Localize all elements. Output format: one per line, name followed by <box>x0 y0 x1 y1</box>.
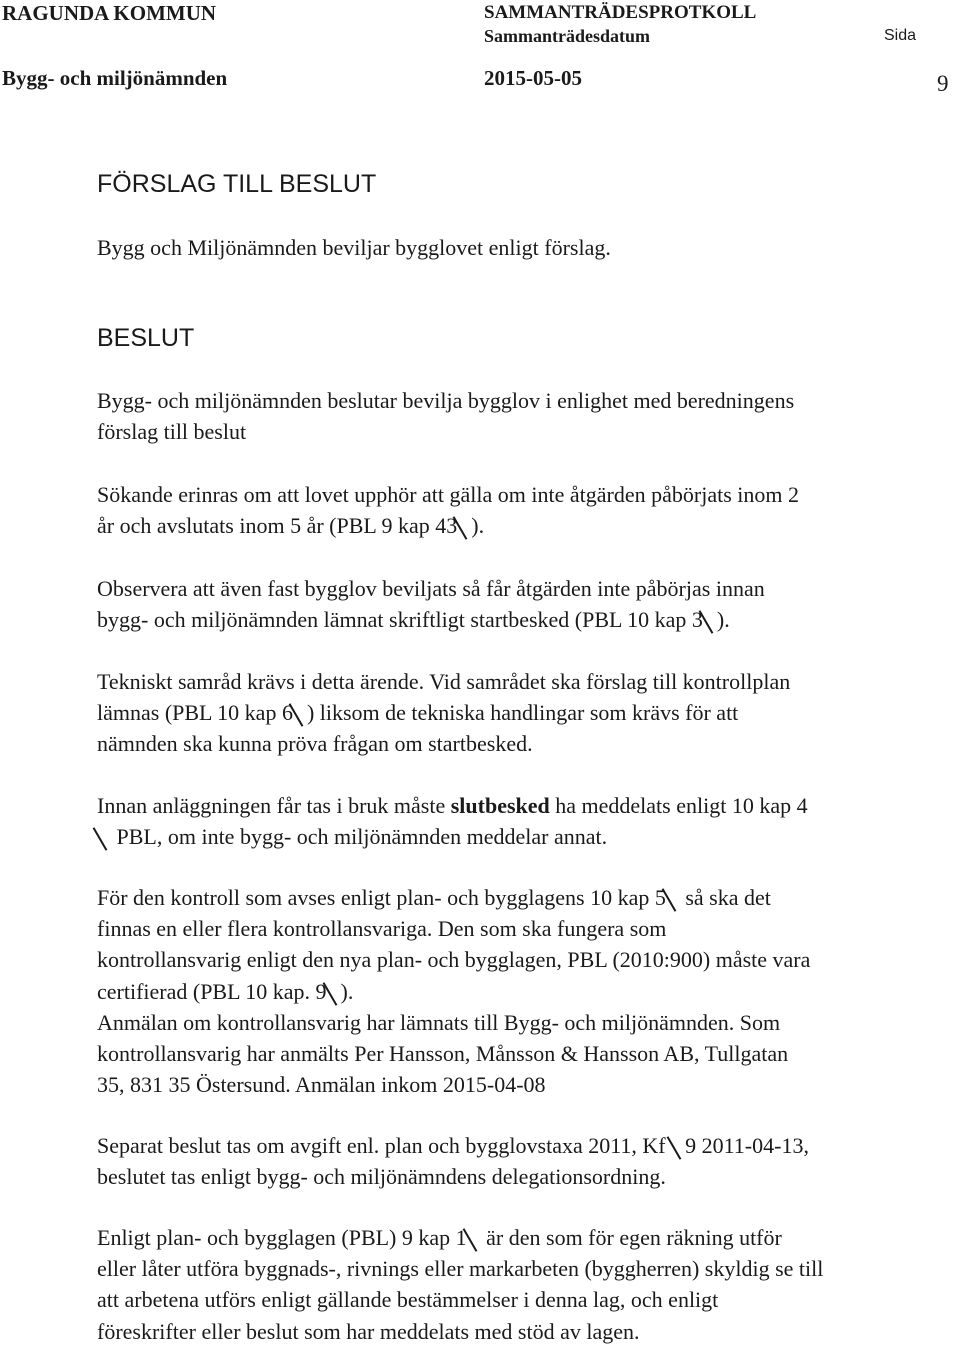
section-sign-icon <box>327 978 341 1006</box>
text-span: certifierad (PBL 10 kap. 9 <box>97 978 327 1004</box>
text-line: eller låter utföra byggnads-, rivnings eller markarbeten (byggherren) skyldig se till <box>97 1256 824 1282</box>
text-span: PBL, om inte bygg- och miljönämnden meddelar annat. <box>111 824 608 850</box>
section-sign-icon <box>467 1224 481 1252</box>
text-span: lämnas (PBL 10 kap 6 <box>97 700 293 726</box>
text-line: Bygg och Miljönämnden beviljar bygglovet enligt förslag. <box>97 235 611 260</box>
text-line: 35, 831 35 Östersund. Anmälan inkom 2015-04-08 <box>97 1072 546 1098</box>
text-line <box>97 697 947 728</box>
text-span: ha meddelats enligt 10 kap 4 <box>549 793 808 818</box>
text-span: år och avslutats inom 5 år (PBL 9 kap 43 <box>97 513 458 539</box>
decision-paragraph-6 <box>97 882 947 1100</box>
decision-paragraph-5 <box>97 790 947 852</box>
proposal-text <box>97 232 947 263</box>
proposal-heading: FÖRSLAG TILL BESLUT <box>97 170 377 198</box>
decision-paragraph-4 <box>97 666 947 760</box>
text-line: nämnden ska kunna pröva frågan om startbesked. <box>97 731 533 757</box>
text-span: Innan anläggningen får tas i bruk måste <box>97 793 451 818</box>
text-span: 9 2011-04-13, <box>685 1133 809 1158</box>
meeting-date-label: Sammanträdesdatum <box>484 26 651 46</box>
text-span: ) liksom de tekniska handlingar som krävs för att <box>306 700 739 726</box>
text-line <box>97 882 947 913</box>
text-line: kontrollansvarig enligt den nya plan- och bygglagen, PBL (2010:900) måste vara <box>97 947 811 973</box>
section-sign-icon <box>671 1132 685 1160</box>
text-line <box>97 1222 947 1253</box>
text-line <box>97 976 947 1007</box>
section-sign-icon <box>703 606 717 634</box>
decision-paragraph-1 <box>97 385 947 447</box>
decision-paragraph-2 <box>97 479 947 541</box>
text-line: beslutet tas enligt bygg- och miljönämndens delegationsordning. <box>97 1164 666 1190</box>
text-line: kontrollansvarig har anmälts Per Hansson, Månsson & Hansson AB, Tullgatan <box>97 1041 789 1067</box>
text-span: så ska det <box>679 885 771 910</box>
text-span: Enligt plan- och bygglagen (PBL) 9 kap 1 <box>97 1225 467 1250</box>
page-label: Sida <box>884 27 917 44</box>
decision-paragraph-3 <box>97 573 947 635</box>
text-span: ). <box>340 978 354 1004</box>
section-sign-icon <box>457 512 471 540</box>
text-line <box>97 1130 947 1161</box>
text-line: att arbetena utförs enligt gällande bestämmelser i denna lag, och enligt <box>97 1287 719 1313</box>
text-line: föreskrifter eller beslut som har meddelats med stöd av lagen. <box>97 1318 640 1344</box>
text-span: ). <box>716 607 730 633</box>
decision-paragraph-8 <box>97 1222 947 1347</box>
text-span: För den kontroll som avses enligt plan- och bygglagens 10 kap 5 <box>97 885 666 910</box>
page-number: 9 <box>937 71 949 96</box>
decision-paragraph-7 <box>97 1130 947 1192</box>
text-line <box>97 821 947 852</box>
text-line <box>97 790 947 821</box>
text-line: Observera att även fast bygglov beviljats så får åtgärden inte påbörjas innan <box>97 576 765 601</box>
text-line: finnas en eller flera kontrollansvariga. Den som ska fungera som <box>97 916 667 942</box>
text-line: Sökande erinras om att lovet upphör att gälla om inte åtgärden påbörjats inom 2 <box>97 482 799 507</box>
org-name: RAGUNDA KOMMUN <box>2 1 217 25</box>
text-span: ). <box>471 513 485 539</box>
text-line: Bygg- och miljönämnden beslutar bevilja bygglov i enlighet med beredningens <box>97 388 795 413</box>
text-line: Tekniskt samråd krävs i detta ärende. Vid samrådet ska förslag till kontrollplan <box>97 669 791 694</box>
section-sign-icon <box>97 823 111 851</box>
text-span: är den som för egen räkning utför <box>480 1225 782 1250</box>
text-line <box>97 604 947 635</box>
text-span: bygg- och miljönämnden lämnat skriftligt startbesked (PBL 10 kap 3 <box>97 607 703 633</box>
section-sign-icon <box>293 699 307 727</box>
text-span: Separat beslut tas om avgift enl. plan och bygglovstaxa 2011, Kf <box>97 1133 672 1158</box>
text-line <box>97 510 947 541</box>
doc-type: SAMMANTRÄDESPROTKOLL <box>484 2 757 23</box>
section-sign-icon <box>666 884 680 912</box>
emphasis-final-clearance: slutbesked <box>450 793 550 818</box>
decision-heading: BESLUT <box>97 324 195 352</box>
committee-name: Bygg- och miljönämnden <box>2 66 228 90</box>
meeting-date: 2015-05-05 <box>484 66 582 90</box>
text-line: Anmälan om kontrollansvarig har lämnats till Bygg- och miljönämnden. Som <box>97 1009 781 1035</box>
text-line: förslag till beslut <box>97 419 247 445</box>
